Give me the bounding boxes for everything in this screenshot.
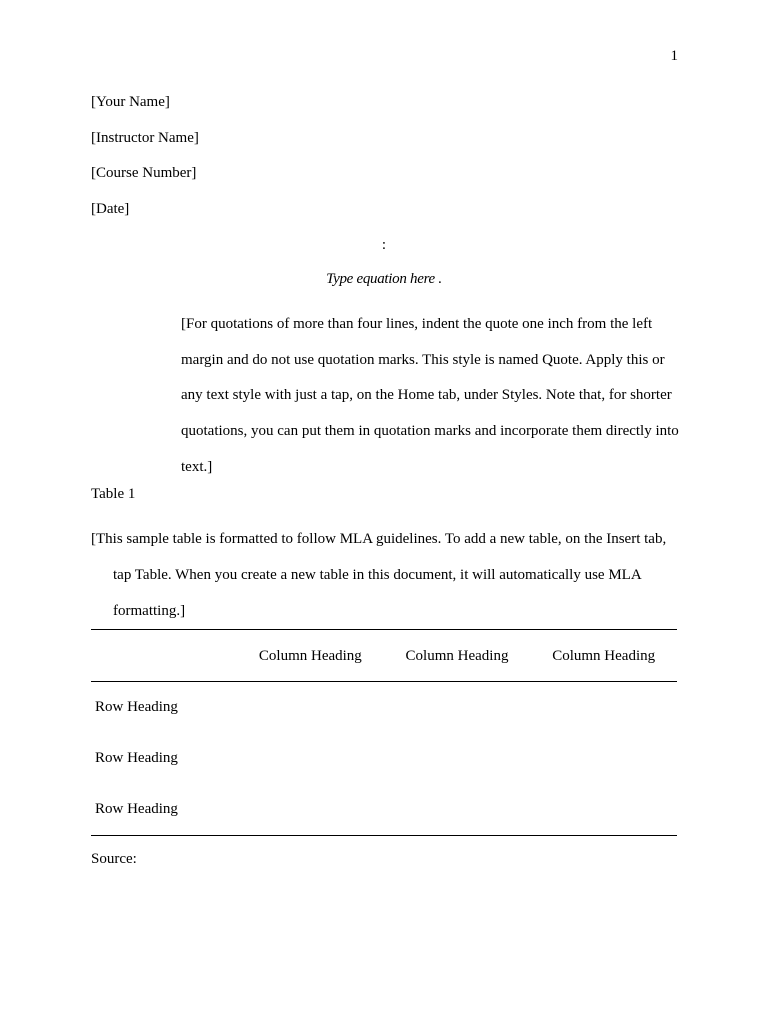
- table-cell: [384, 784, 531, 835]
- table-cell: [530, 784, 677, 835]
- table-caption: [This sample table is formatted to follow MLA guidelines. To add a new table, on the Insert tab, tap Table. When you create a new table in this document, it will automatically use MLA formatting.]: [91, 531, 667, 619]
- table-cell: [530, 682, 677, 733]
- block-quote: [For quotations of more than four lines, indent the quote one inch from the left margin and do not use quotation marks. This style is named Quote. Apply this or any text style with just a tap, on the Home tab, under Styles. Note that, for shorter quotations, you can put them in quotation marks and incorporate them directly into text.]: [181, 316, 679, 475]
- author-header-block: [91, 93, 199, 236]
- row-heading: Row Heading: [95, 750, 178, 767]
- paper-title: :: [381, 237, 387, 253]
- paper-date: [Date]: [91, 201, 130, 218]
- table-row: [91, 784, 677, 835]
- table-header-row: [91, 630, 677, 682]
- row-heading: Row Heading: [95, 801, 178, 818]
- page-number: 1: [670, 48, 678, 64]
- table-row: [91, 682, 677, 733]
- equation-placeholder[interactable]: Type equation here .: [326, 271, 442, 287]
- table-cell: [384, 733, 531, 784]
- table-corner-cell: [91, 630, 237, 682]
- table-label: Table 1: [91, 486, 136, 502]
- table-cell: [237, 784, 384, 835]
- table-cell: [384, 682, 531, 733]
- student-name: [Your Name]: [91, 94, 170, 110]
- table-cell: [237, 733, 384, 784]
- table-source: Source:: [91, 851, 137, 867]
- column-heading: Column Heading: [237, 630, 384, 682]
- table-cell: [530, 733, 677, 784]
- row-heading: Row Heading: [95, 699, 178, 716]
- sample-table: [91, 629, 677, 836]
- course-number: [Course Number]: [91, 165, 197, 182]
- table-cell: [237, 682, 384, 733]
- table-row: [91, 733, 677, 784]
- instructor-name: [Instructor Name]: [91, 129, 199, 146]
- column-heading: Column Heading: [384, 630, 531, 682]
- column-heading: Column Heading: [530, 630, 677, 682]
